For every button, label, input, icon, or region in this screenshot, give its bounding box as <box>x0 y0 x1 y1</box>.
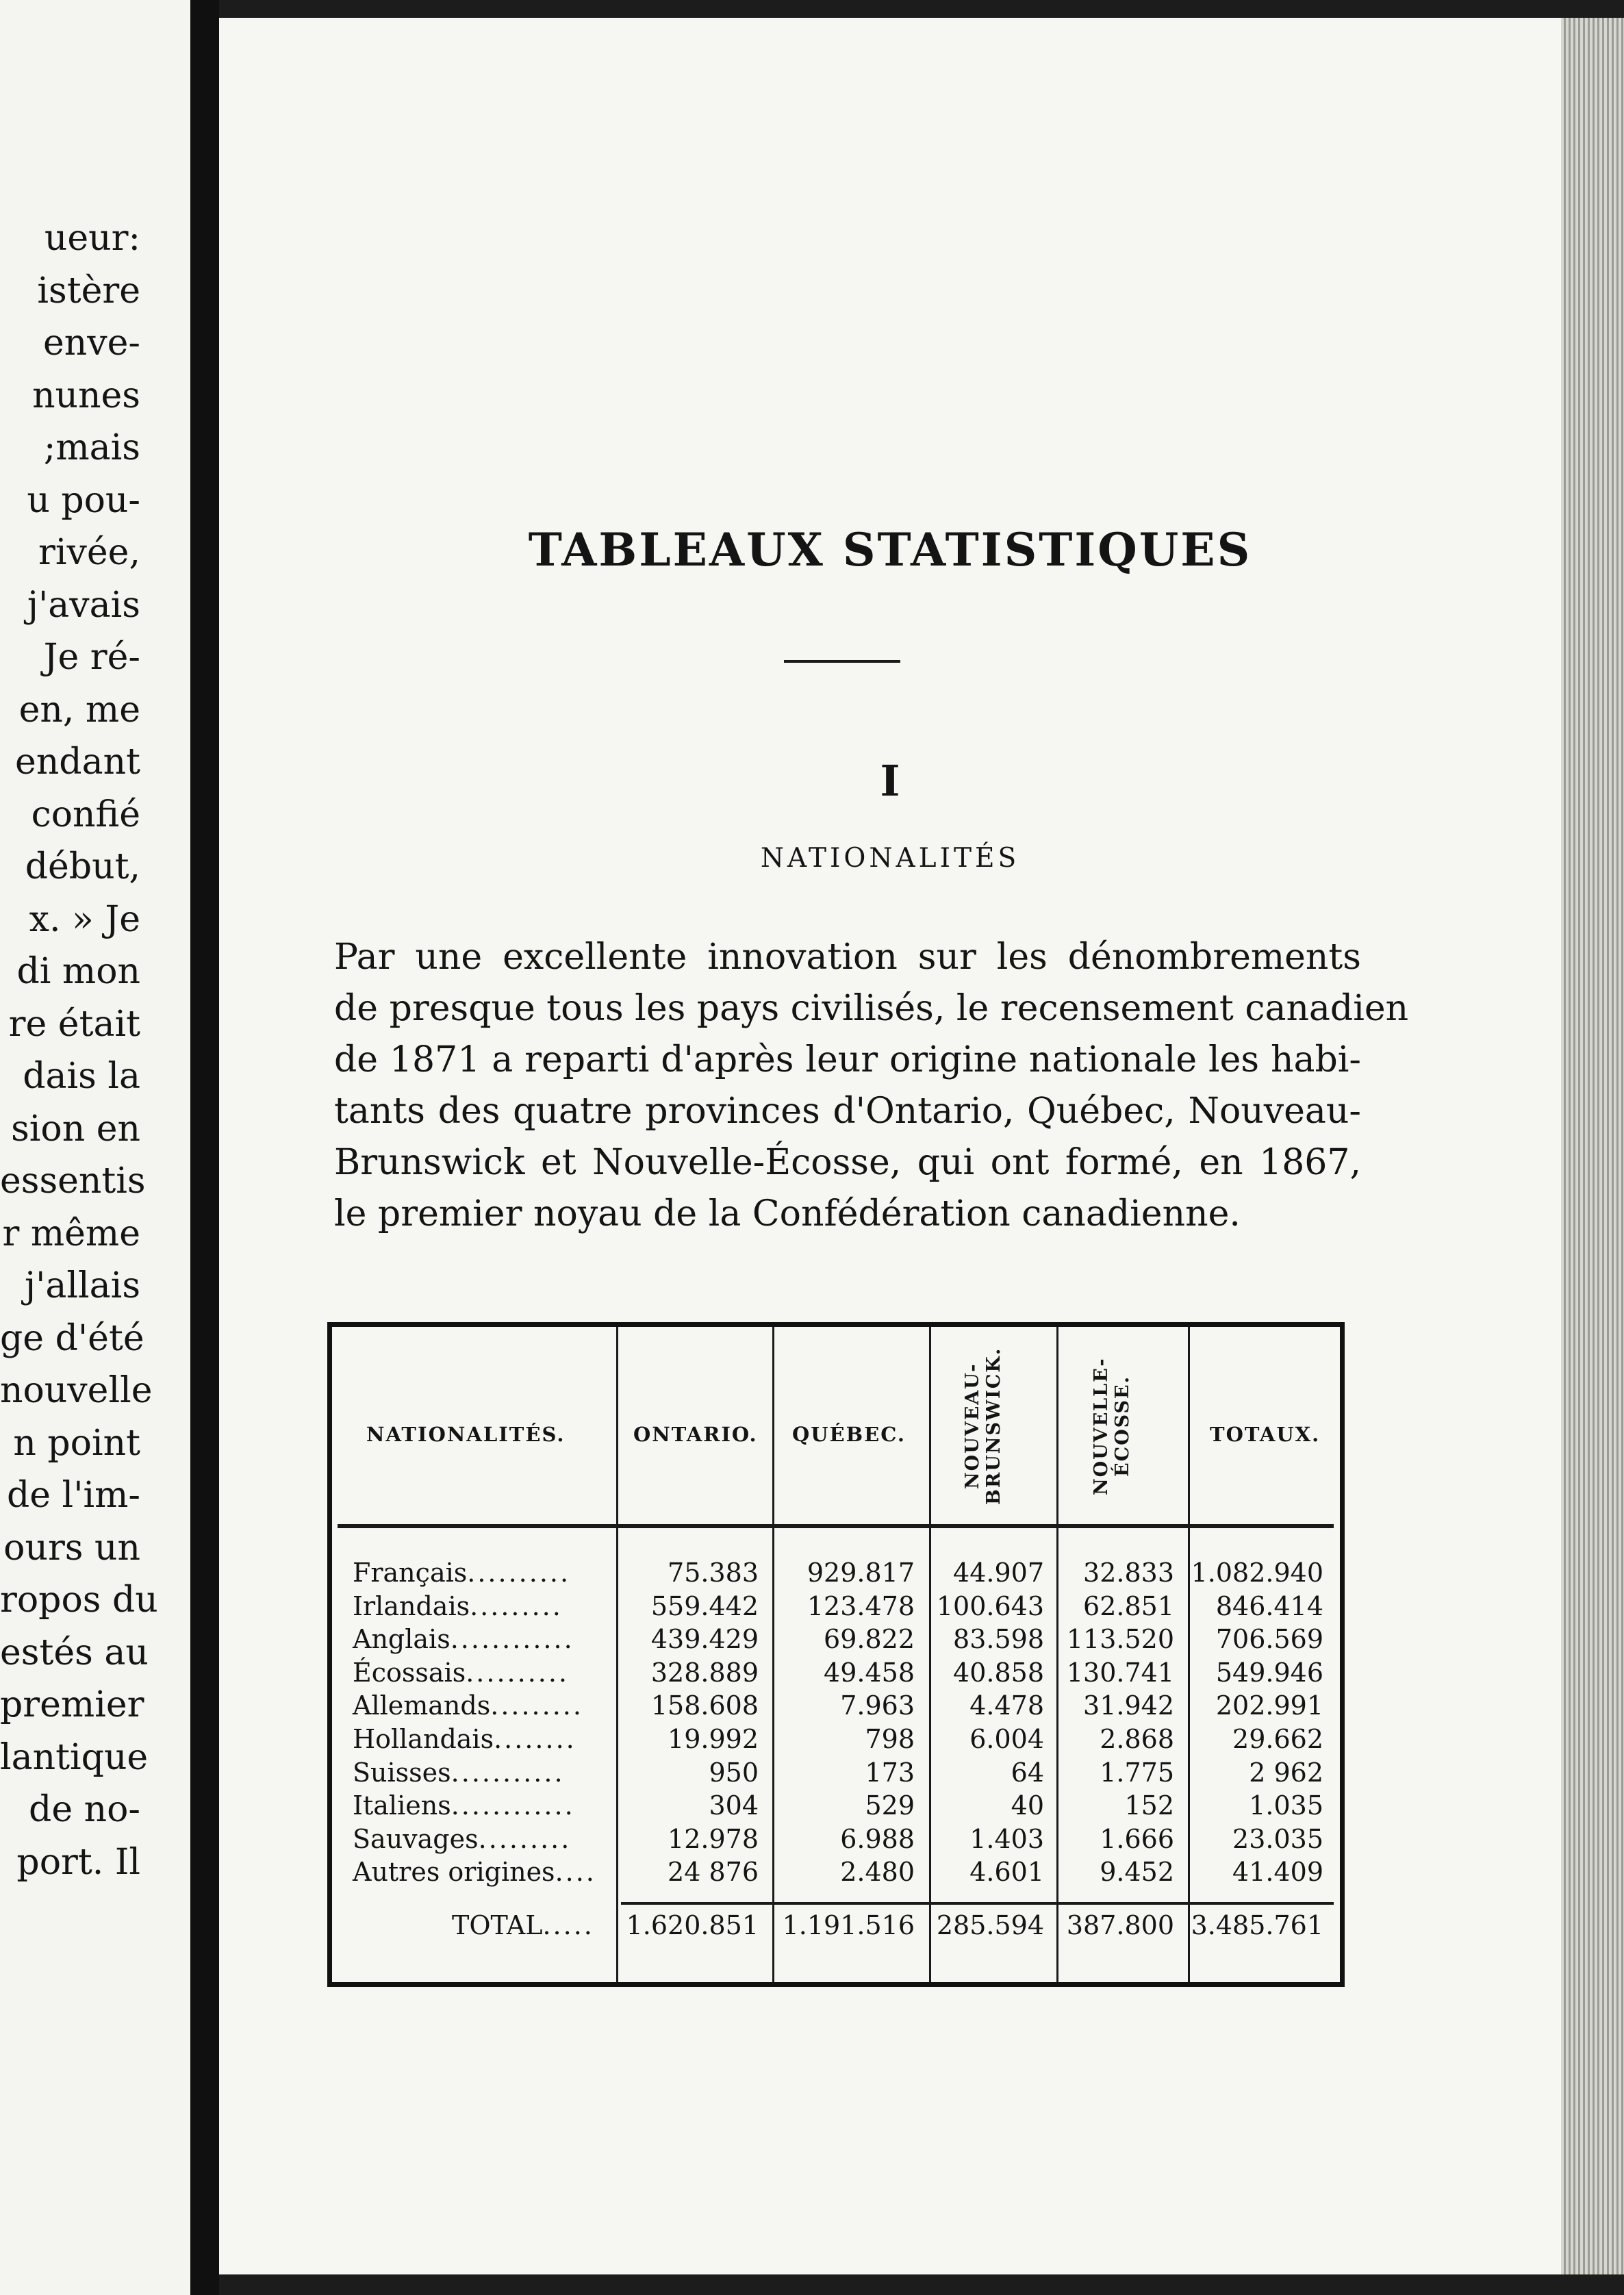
left-page-line: en, me <box>18 689 140 731</box>
table-cell: 1.035 <box>1249 1790 1323 1821</box>
total-nouvelle-ecosse: 387.800 <box>1066 1910 1174 1940</box>
left-page-line: essentis <box>0 1161 146 1202</box>
table-cell: 40.858 <box>953 1657 1044 1688</box>
nationality-cell: Irlandais......... <box>353 1590 563 1621</box>
nationality-cell: Suisses........... <box>353 1757 565 1788</box>
right-page <box>219 18 1561 2274</box>
paragraph-line: tants des quatre provinces d'Ontario, Québec, Nouveau- <box>334 1091 1361 1132</box>
table-cell: 69.822 <box>824 1624 915 1655</box>
title-divider <box>784 660 900 663</box>
table-cell: 439.429 <box>650 1624 759 1655</box>
paragraph-line: Brunswick et Nouvelle-Écosse, qui ont formé, en 1867, <box>334 1142 1361 1183</box>
table-cell: 40 <box>1011 1790 1044 1821</box>
left-page-line: r même <box>2 1213 140 1254</box>
nationality-cell: Italiens............ <box>353 1790 575 1821</box>
paragraph-line: Par une excellente innovation sur les dénombrements <box>334 937 1361 978</box>
table-cell: 24 876 <box>668 1857 759 1888</box>
total-rule <box>621 1902 1334 1905</box>
total-nouveau-brunswick: 285.594 <box>936 1910 1044 1940</box>
left-page-line: di mon <box>16 951 140 992</box>
page-title: TABLEAUX STATISTIQUES <box>528 523 1252 576</box>
table-cell: 4.601 <box>969 1857 1044 1888</box>
nationality-cell: Allemands......... <box>353 1690 583 1721</box>
left-page-line: dais la <box>23 1056 140 1097</box>
left-page-line: endant <box>15 741 140 783</box>
left-page-line: n point <box>13 1422 140 1464</box>
table-cell: 2.480 <box>840 1857 915 1888</box>
paragraph-line: de 1871 a reparti d'après leur origine nationale les habi- <box>334 1039 1361 1080</box>
left-page-line: nouvelle <box>0 1370 153 1411</box>
paragraph-line: le premier noyau de la Confédération canadienne. <box>334 1193 1241 1234</box>
nationality-cell: Sauvages......... <box>353 1823 572 1854</box>
left-page-line: confié <box>31 794 140 835</box>
left-page-line: de l'im- <box>6 1475 140 1516</box>
table-cell: 49.458 <box>824 1657 915 1688</box>
table-cell: 846.414 <box>1215 1590 1323 1621</box>
left-page-line: u pou- <box>27 479 140 521</box>
nationality-cell: Français.......... <box>353 1558 571 1588</box>
header-nationalites: NATIONALITÉS. <box>366 1423 566 1446</box>
page-edges <box>1561 18 1624 2274</box>
left-page-line: ropos du <box>0 1580 158 1621</box>
totaux-column <box>1188 1556 1323 1889</box>
book-gutter <box>190 0 219 2295</box>
table-cell: 1.403 <box>969 1823 1044 1854</box>
table-cell: 32.833 <box>1083 1558 1174 1588</box>
left-page-line: lantique <box>0 1736 149 1778</box>
table-cell: 9.452 <box>1100 1857 1174 1888</box>
table-cell: 549.946 <box>1215 1657 1323 1688</box>
table-cell: 44.907 <box>953 1558 1044 1588</box>
table-cell: 158.608 <box>650 1690 759 1721</box>
table-cell: 929.817 <box>807 1558 915 1588</box>
statistics-table <box>327 1322 1345 1987</box>
table-cell: 529 <box>865 1790 915 1821</box>
table-cell: 7.963 <box>840 1690 915 1721</box>
table-cell: 328.889 <box>650 1657 759 1688</box>
table-cell: 2 962 <box>1249 1757 1323 1788</box>
table-cell: 559.442 <box>650 1590 759 1621</box>
nationality-cell: Écossais.......... <box>353 1657 570 1688</box>
left-page-line: estés au <box>0 1632 149 1673</box>
table-cell: 83.598 <box>953 1624 1044 1655</box>
table-cell: 6.004 <box>969 1723 1044 1754</box>
table-cell: 706.569 <box>1215 1624 1323 1655</box>
table-cell: 31.942 <box>1083 1690 1174 1721</box>
left-page-line: j'avais <box>27 584 140 626</box>
table-cell: 2.868 <box>1100 1723 1174 1754</box>
table-cell: 130.741 <box>1066 1657 1174 1688</box>
left-page-line: sion en <box>11 1108 140 1150</box>
table-cell: 12.978 <box>668 1823 759 1854</box>
left-page-line: Je ré- <box>43 637 140 678</box>
table-cell: 202.991 <box>1215 1690 1323 1721</box>
nouveau-brunswick-column <box>929 1556 1044 1889</box>
left-page-line: port. Il <box>16 1841 140 1883</box>
header-ontario: ONTARIO. <box>633 1423 758 1446</box>
left-page-line: enve- <box>43 322 140 364</box>
intro-paragraph <box>334 932 1409 1240</box>
left-page-fragment <box>0 0 190 2295</box>
left-page-line: premier <box>0 1684 144 1725</box>
header-quebec: QUÉBEC. <box>792 1423 906 1446</box>
table-cell: 1.775 <box>1100 1757 1174 1788</box>
total-quebec: 1.191.516 <box>782 1910 915 1940</box>
table-cell: 152 <box>1124 1790 1174 1821</box>
left-page-line: istère <box>37 270 140 312</box>
header-nouveau-brunswick: NOUVEAU- BRUNSWICK. <box>962 1347 1004 1506</box>
section-title: NATIONALITÉS <box>760 843 1020 874</box>
table-cell: 123.478 <box>807 1590 915 1621</box>
total-ontario: 1.620.851 <box>626 1910 759 1940</box>
table-cell: 23.035 <box>1232 1823 1323 1854</box>
left-page-line: rivée, <box>38 532 140 573</box>
total-totaux: 3.485.761 <box>1191 1910 1323 1940</box>
section-number: I <box>880 756 900 806</box>
left-page-line: x. » Je <box>29 898 140 940</box>
header-rule <box>338 1524 1334 1528</box>
left-page-line: ueur: <box>44 218 140 259</box>
nationality-cell: Hollandais........ <box>353 1723 576 1754</box>
table-cell: 173 <box>865 1757 915 1788</box>
table-cell: 29.662 <box>1232 1723 1323 1754</box>
header-nouvelle-ecosse: NOUVELLE- ÉCOSSE. <box>1091 1357 1133 1495</box>
header-totaux: TOTAUX. <box>1210 1423 1321 1446</box>
table-cell: 304 <box>709 1790 759 1821</box>
table-cell: 62.851 <box>1083 1590 1174 1621</box>
ontario-column <box>616 1556 759 1889</box>
left-page-line: de no- <box>29 1789 140 1830</box>
nationality-cell: Anglais............ <box>353 1624 574 1655</box>
nationality-cell: Autres origines.... <box>353 1857 596 1888</box>
left-page-line: ge d'été <box>0 1317 144 1359</box>
table-cell: 113.520 <box>1066 1624 1174 1655</box>
left-page-text <box>0 212 158 1888</box>
table-cell: 75.383 <box>668 1558 759 1588</box>
table-cell: 1.082.940 <box>1191 1558 1323 1588</box>
table-cell: 6.988 <box>840 1823 915 1854</box>
table-cell: 798 <box>865 1723 915 1754</box>
nouvelle-ecosse-column <box>1056 1556 1174 1889</box>
total-label: TOTAL..... <box>452 1910 594 1940</box>
nationality-column <box>353 1556 596 1889</box>
quebec-column <box>772 1556 915 1889</box>
table-cell: 41.409 <box>1232 1857 1323 1888</box>
table-cell: 1.666 <box>1100 1823 1174 1854</box>
table-cell: 64 <box>1011 1757 1044 1788</box>
left-page-line: début, <box>25 846 140 887</box>
left-page-line: j'allais <box>25 1265 140 1306</box>
left-page-line: re était <box>8 1003 140 1045</box>
paragraph-line: de presque tous les pays civilisés, le recensement canadien <box>334 988 1409 1029</box>
table-cell: 950 <box>709 1757 759 1788</box>
left-page-line: ;mais <box>43 427 140 468</box>
table-cell: 100.643 <box>936 1590 1044 1621</box>
table-cell: 19.992 <box>668 1723 759 1754</box>
table-cell: 4.478 <box>969 1690 1044 1721</box>
left-page-line: nunes <box>32 375 140 416</box>
left-page-line: ours un <box>3 1527 140 1569</box>
